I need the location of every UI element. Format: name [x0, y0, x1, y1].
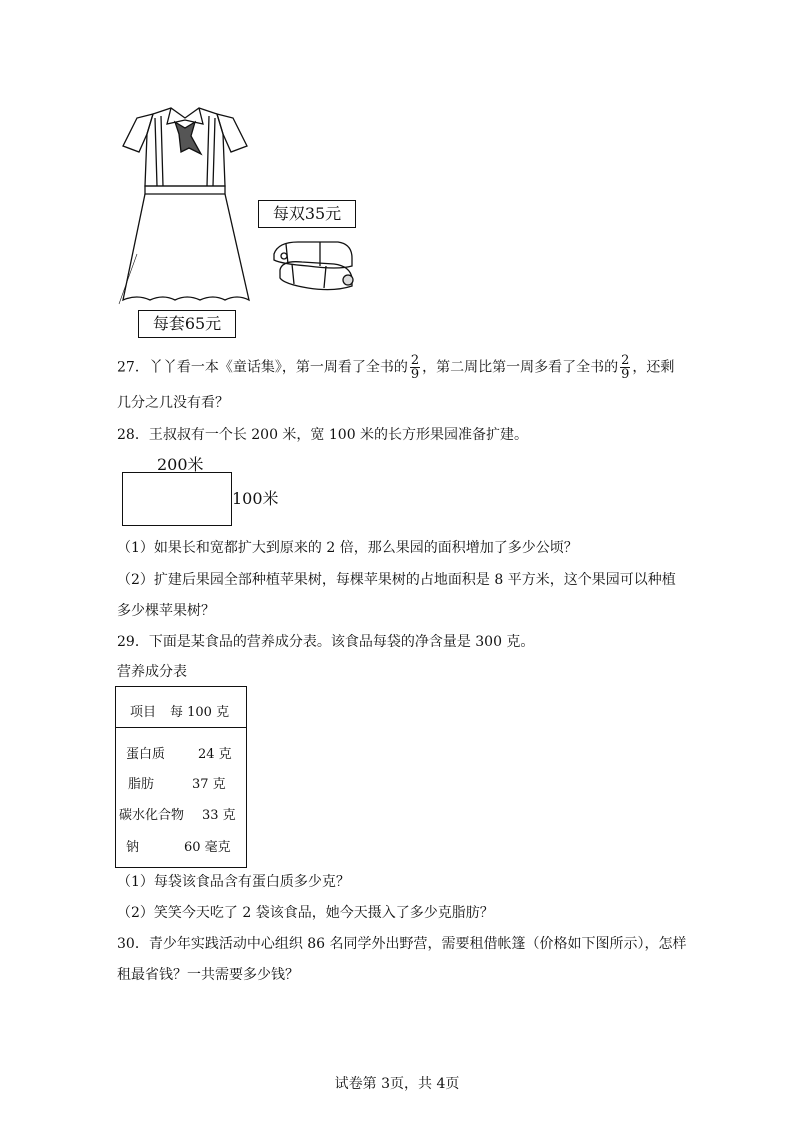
nutrient-name: 钠: [126, 840, 140, 855]
header-item: 项目: [130, 705, 157, 720]
q27-text-b: ，第二周比第一周多看了全书的: [422, 359, 619, 376]
q29-part2: （2）笑笑今天吃了 2 袋该食品，她今天摄入了多少克脂肪？: [117, 905, 494, 921]
q28-stem: 28．王叔叔有一个长 200 米，宽 100 米的长方形果园准备扩建。: [117, 427, 529, 443]
q28-orchard-rectangle: [122, 472, 232, 526]
q28-part2-line2: 多少棵苹果树？: [117, 603, 215, 619]
q27-text-a: 27．丫丫看一本《童话集》，第一周看了全书的: [117, 359, 408, 376]
q29-stem: 29．下面是某食品的营养成分表。该食品每袋的净含量是 300 克。: [117, 634, 535, 650]
q27-frac2-numerator: 2: [621, 353, 630, 368]
page-footer: 试卷第 3页，共 4页: [334, 1076, 460, 1092]
nutrient-value: 24 克: [198, 747, 232, 762]
q27-line2: 几分之几没有看？: [117, 395, 229, 411]
dress-illustration: [115, 104, 255, 309]
header-per-100g: 每 100 克: [170, 705, 230, 720]
q28-width-label: 100米: [232, 489, 279, 508]
q27-fraction-2: [620, 354, 630, 381]
sandals-illustration: [268, 236, 358, 298]
nutrition-table: [115, 686, 247, 868]
nutrient-value: 60 毫克: [184, 840, 231, 855]
q27-line1: [117, 354, 674, 381]
nutrition-table-title: 营养成分表: [117, 664, 187, 680]
q29-part1: （1）每袋该食品含有蛋白质多少克？: [117, 874, 350, 890]
nutrient-name: 脂肪: [128, 777, 155, 792]
q27-frac2-denominator: 9: [621, 367, 630, 382]
q27-fraction-1: [410, 354, 420, 381]
q28-part2-line1: （2）扩建后果园全部种植苹果树，每棵苹果树的占地面积是 8 平方米，这个果园可以种植: [117, 572, 676, 588]
nutrition-table-divider: [116, 727, 246, 728]
q28-length-label: 200米: [157, 455, 204, 474]
nutrient-value: 37 克: [192, 777, 226, 792]
q27-frac1-numerator: 2: [410, 353, 420, 368]
q27-text-c: ，还剩: [632, 359, 675, 376]
q28-part1: （1）如果长和宽都扩大到原来的 2 倍，那么果园的面积增加了多少公顷？: [117, 540, 578, 556]
nutrient-name: 蛋白质: [126, 747, 166, 762]
sandals-price-label: 每双35元: [258, 200, 356, 228]
q27-frac1-denominator: 9: [410, 367, 420, 382]
nutrient-name: 碳水化合物: [119, 808, 185, 823]
dress-price-label: 每套65元: [138, 310, 236, 338]
q30-line2: 租最省钱？一共需要多少钱？: [117, 967, 299, 983]
q30-line1: 30．青少年实践活动中心组织 86 名同学外出野营，需要租借帐篷（价格如下图所示），怎样: [117, 936, 687, 952]
nutrient-value: 33 克: [202, 808, 236, 823]
